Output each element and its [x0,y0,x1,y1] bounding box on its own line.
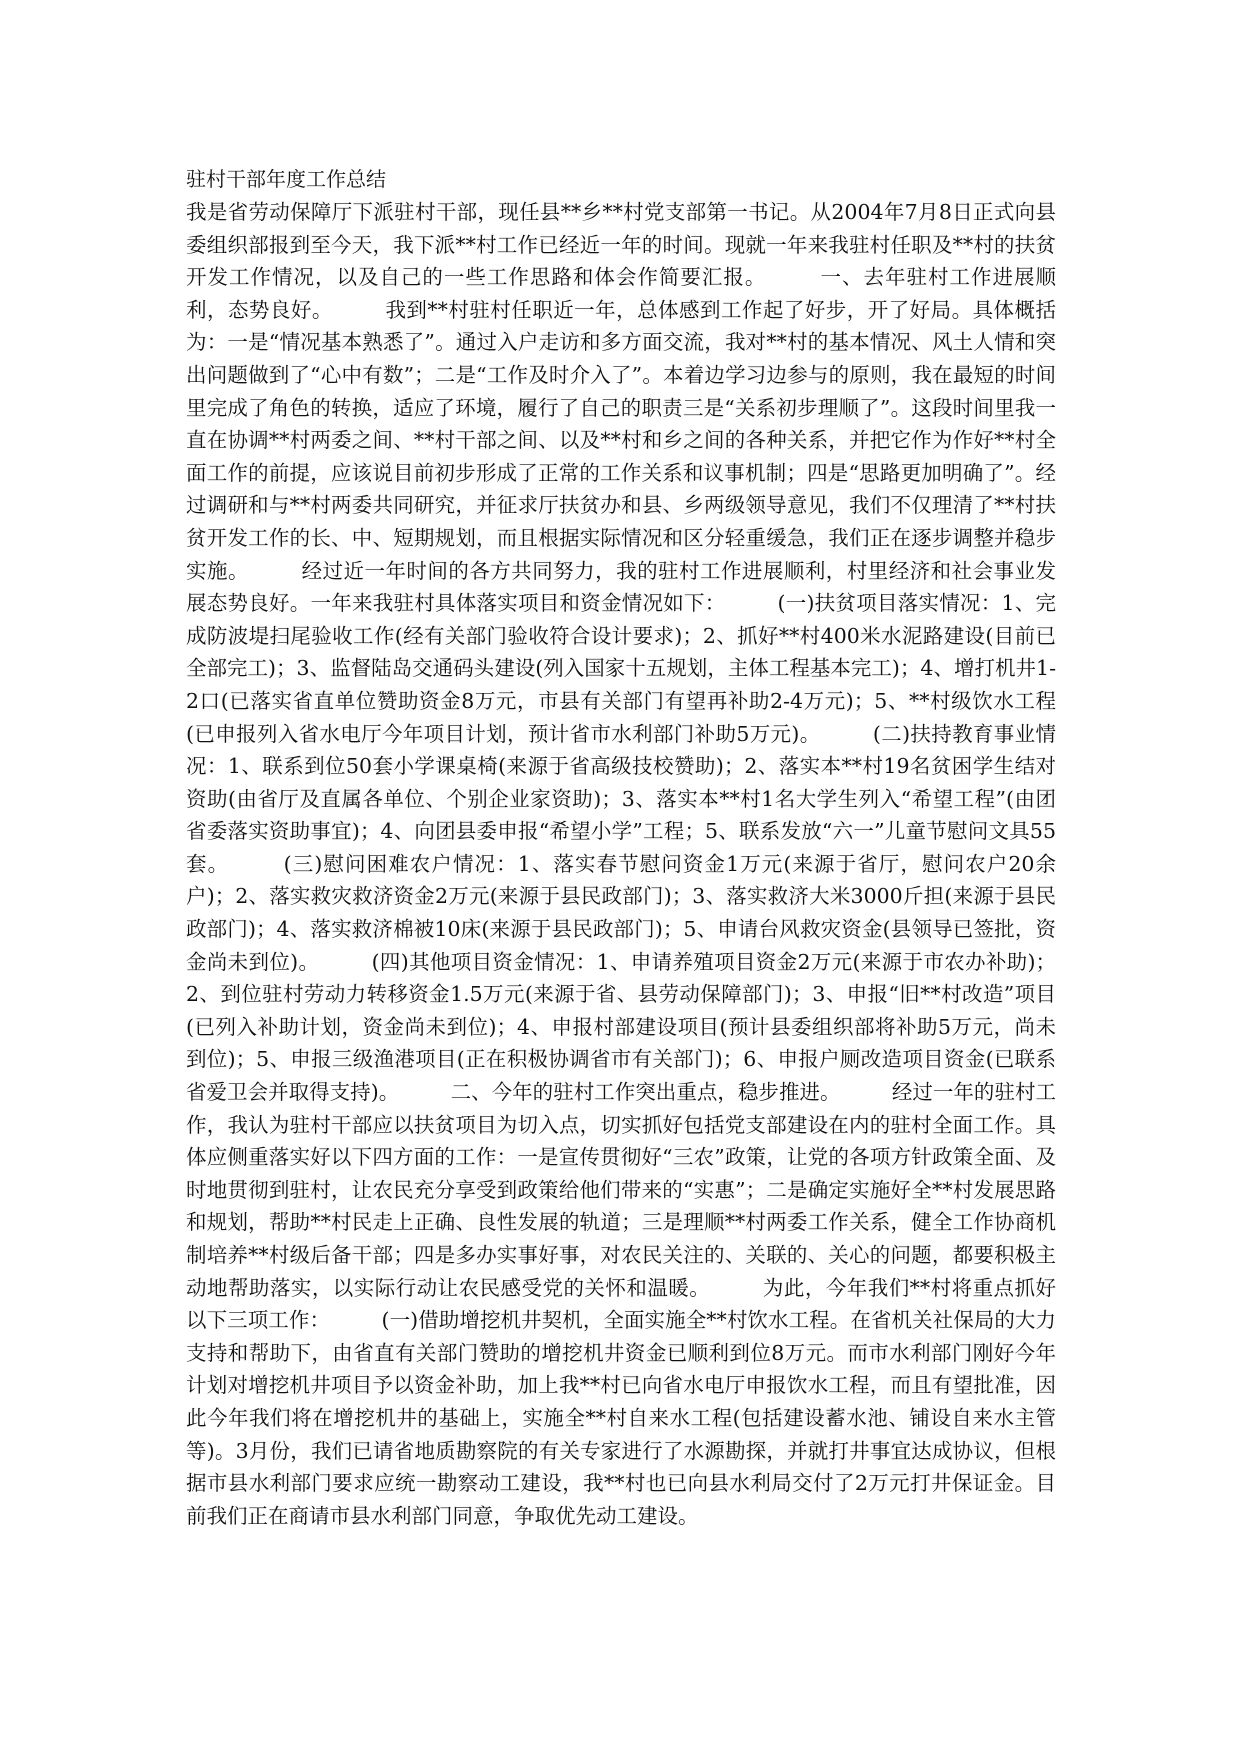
document-title: 驻村干部年度工作总结 [186,167,386,191]
document-page [186,162,1056,1532]
document-body: 我是省劳动保障厅下派驻村干部，现任县**乡**村党支部第一书记。从2004年7月8日正式向县委组织部报到至今天，我下派**村工作已经近一年的时间。现就一年来我驻村任职及**村的扶贫开发工作情况，以及自己的一些工作思路和体会作简要汇报。 一、去年驻村工作进展顺利，态势良好。 我到**村驻村任职近一年，总体感到工作起了好步，开了好局。具体概括为：一是“情况基本熟悉了”。通过入户走访和多方面交流，我对**村的基本情况、风土人情和突出问题做到了“心中有数”；二是“工作及时介入了”。本着边学习边参与的原则，我在最短的时间里完成了角色的转换，适应了环境，履行了自己的职责三是“关系初步理顺了”。这段时间里我一直在协调**村两委之间、**村干部之间、以及**村和乡之间的各种关系，并把它作为作好**村全面工作的前提，应该说目前初步形成了正常的工作关系和议事机制；四是“思路更加明确了”。经过调研和与**村两委共同研究，并征求厅扶贫办和县、乡两级领导意见，我们不仅理清了**村扶贫开发工作的长、中、短期规划，而且根据实际情况和区分轻重缓急，我们正在逐步调整并稳步实施。 经过近一年时间的各方共同努力，我的驻村工作进展顺利，村里经济和社会事业发展态势良好。一年来我驻村具体落实项目和资金情况如下： (一)扶贫项目落实情况：1、完成防波堤扫尾验收工作(经有关部门验收符合设计要求)；2、抓好**村400米水泥路建设(目前已全部完工)；3、监督陆岛交通码头建设(列入国家十五规划，主体工程基本完工)；4、增打机井1-2口(已落实省直单位赞助资金8万元，市县有关部门有望再补助2-4万元)；5、**村级饮水工程(已申报列入省水电厅今年项目计划，预计省市水利部门补助5万元)。 (二)扶持教育事业情况：1、联系到位50套小学课桌椅(来源于省高级技校赞助)；2、落实本**村19名贫困学生结对资助(由省厅及直属各单位、个别企业家资助)；3、落实本**村1名大学生列入“希望工程”(由团省委落实资助事宜)；4、向团县委申报“希望小学”工程；5、联系发放“六一”儿童节慰问文具55套。 (三)慰问困难农户情况：1、落实春节慰问资金1万元(来源于省厅，慰问农户20余户)；2、落实救灾救济资金2万元(来源于县民政部门)；3、落实救济大米3000斤担(来源于县民政部门)；4、落实救济棉被10床(来源于县民政部门)；5、申请台风救灾资金(县领导已签批，资金尚未到位)。 (四)其他项目资金情况：1、申请养殖项目资金2万元(来源于市农办补助)；2、到位驻村劳动力转移资金1.5万元(来源于省、县劳动保障部门)；3、申报“旧**村改造”项目(已列入补助计划，资金尚未到位)；4、申报村部建设项目(预计县委组织部将补助5万元，尚未到位)；5、申报三级渔港项目(正在积极协调省市有关部门)；6、申报户厕改造项目资金(已联系省爱卫会并取得支持)。 二、今年的驻村工作突出重点，稳步推进。 经过一年的驻村工作，我认为驻村干部应以扶贫项目为切入点，切实抓好包括党支部建设在内的驻村全面工作。具体应侧重落实好以下四方面的工作：一是宣传贯彻好“三农”政策，让党的各项方针政策全面、及时地贯彻到驻村，让农民充分享受到政策给他们带来的“实惠”；二是确定实施好全**村发展思路和规划，帮助**村民走上正确、良性发展的轨道；三是理顺**村两委工作关系，健全工作协商机制培养**村级后备干部；四是多办实事好事，对农民关注的、关联的、关心的问题，都要积极主动地帮助落实，以实际行动让农民感受党的关怀和温暖。 为此，今年我们**村将重点抓好以下三项工作： (一)借助增挖机井契机，全面实施全**村饮水工程。在省机关社保局的大力支持和帮助下，由省直有关部门赞助的增挖机井资金已顺利到位8万元。而市水利部门刚好今年计划对增挖机井项目予以资金补助，加上我**村已向省水电厅申报饮水工程，而且有望批准，因此今年我们将在增挖机井的基础上，实施全**村自来水工程(包括建设蓄水池、铺设自来水主管等)。3月份，我们已请省地质勘察院的有关专家进行了水源勘探，并就打井事宜达成协议，但根据市县水利部门要求应统一勘察动工建设，我**村也已向县水利局交付了2万元打井保证金。目前我们正在商请市县水利部门同意，争取优先动工建设。 [186,200,1056,1528]
